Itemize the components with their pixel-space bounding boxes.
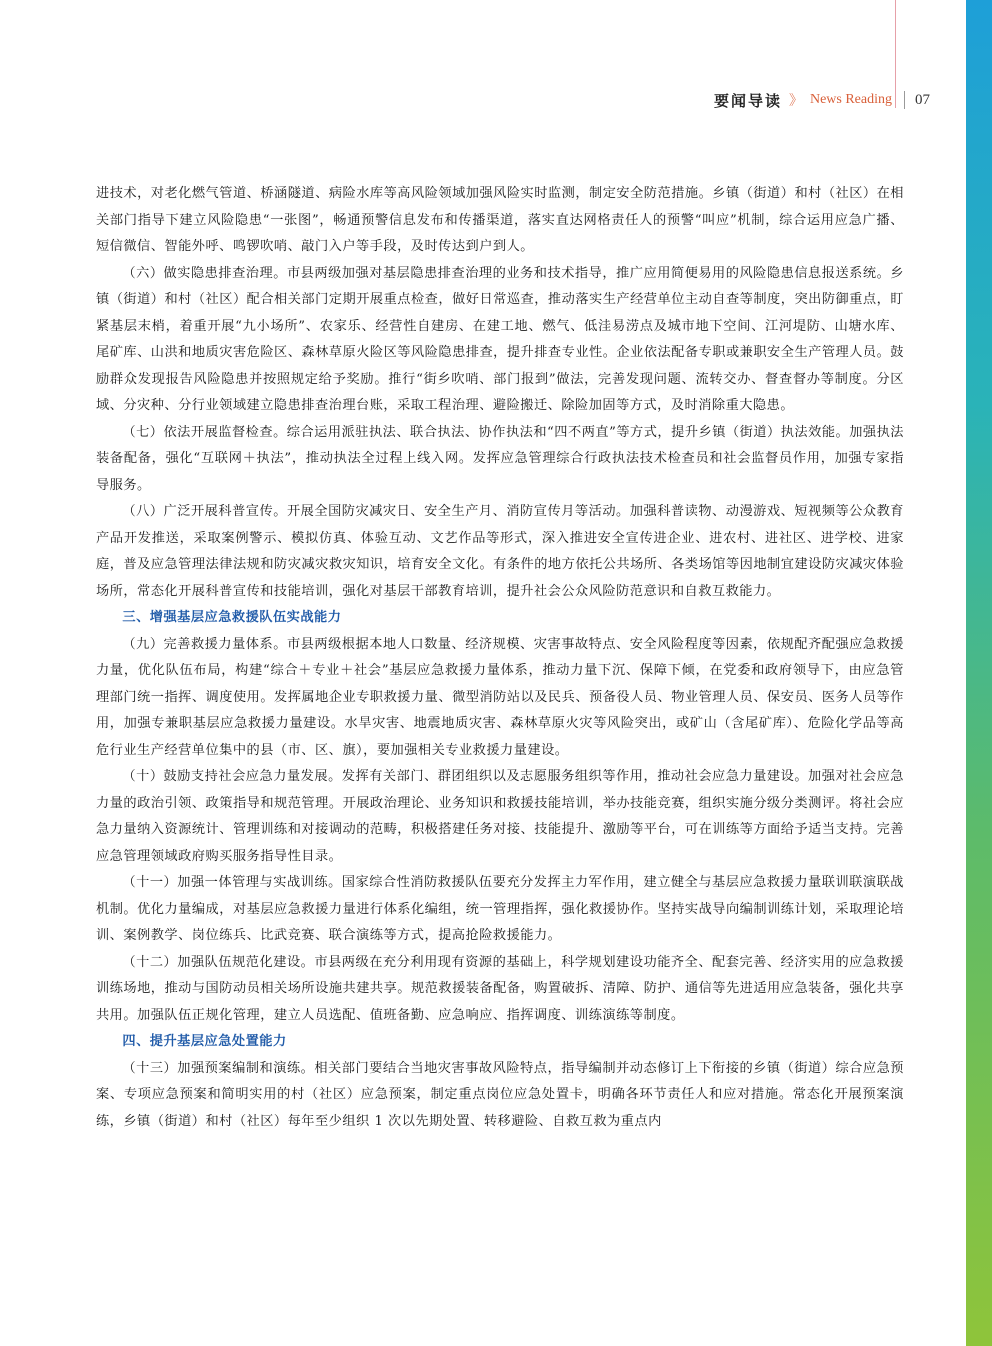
page-number: 07 bbox=[915, 91, 930, 108]
paragraph: （十一）加强一体管理与实战训练。国家综合性消防救援队伍要充分发挥主力军作用，建立健全与基层应急救援力量联训联演联战机制。优化力量编成，对基层应急救援力量进行体系化编组，统一管理指挥，强化救援协作。坚持实战导向编制训练计划，采取理论培训、案例教学、岗位练兵、比武竞赛、联合演练等方式，提高抢险救援能力。 bbox=[96, 875, 904, 943]
page-header bbox=[600, 86, 930, 114]
header-separator bbox=[904, 91, 905, 109]
paragraph: （十三）加强预案编制和演练。相关部门要结合当地灾害事故风险特点，指导编制并动态修订上下衔接的乡镇（街道）综合应急预案、专项应急预案和简明实用的村（社区）应急预案，制定重点岗位应急处置卡，明确各环节责任人和应对措施。常态化开展预案演练，乡镇（街道）和村（社区）每年至少组织 1 次以先期处置、转移避险、自救互救为重点内 bbox=[96, 1060, 904, 1129]
section-title-english: News Reading bbox=[809, 92, 892, 107]
paragraph: （九）完善救援力量体系。市县两级根据本地人口数量、经济规模、灾害事故特点、安全风险程度等因素，依规配齐配强应急救援力量，优化队伍布局，构建“综合＋专业＋社会”基层应急救援力量体系，推动力量下沉、保障下倾，在党委和政府领导下，由应急管理部门统一指挥、调度使用。发挥属地企业专职救援力量、微型消防站以及民兵、预备役人员、物业管理人员、保安员、医务人员等作用，加强专兼职基层应急救援力量建设。水旱灾害、地震地质灾害、森林草原火灾等风险突出，或矿山（含尾矿库）、危险化学品等高危行业生产经营单位集中的县（市、区、旗），要加强相关专业救援力量建设。 bbox=[96, 636, 904, 758]
section-title: 要闻导读 bbox=[713, 91, 782, 110]
section-heading: 四、提升基层应急处置能力 bbox=[122, 1034, 287, 1049]
paragraph: （七）依法开展监督检查。综合运用派驻执法、联合执法、协作执法和“四不两直”等方式，提升乡镇（街道）执法效能。加强执法装备配备，强化“互联网＋执法”，推动执法全过程上线入网。发挥应急管理综合行政执法技术检查员和社会监督员作用，加强专家指导服务。 bbox=[96, 424, 904, 493]
paragraph: （八）广泛开展科普宣传。开展全国防灾减灾日、安全生产月、消防宣传月等活动。加强科普读物、动漫游戏、短视频等公众教育产品开发推送，采取案例警示、模拟仿真、体验互动、文艺作品等形式，深入推进安全宣传进企业、进农村、进社区、进学校、进家庭，普及应急管理法律法规和防灾减灾救灾知识，培育安全文化。有条件的地方依托公共场所、各类场馆等因地制宜建设防灾减灾体验场所，常态化开展科普宣传和技能培训，强化对基层干部教育培训，提升社会公众风险防范意识和自救互救能力。 bbox=[96, 504, 904, 599]
article-body bbox=[96, 181, 904, 1135]
paragraph: （十）鼓励支持社会应急力量发展。发挥有关部门、群团组织以及志愿服务组织等作用，推动社会应急力量建设。加强对社会应急力量的政治引领、政策指导和规范管理。开展政治理论、业务知识和救援技能培训，举办技能竞赛，组织实施分级分类测评。将社会应急力量纳入资源统计、管理训练和对接调动的范畴，积极搭建任务对接、技能提升、激励等平台，可在训练等方面给予适当支持。完善应急管理领域政府购买服务指导性目录。 bbox=[96, 769, 904, 864]
section-heading: 三、增强基层应急救援队伍实战能力 bbox=[122, 610, 342, 625]
paragraph: （十二）加强队伍规范化建设。市县两级在充分利用现有资源的基础上，科学规划建设功能齐全、配套完善、经济实用的应急救援训练场地，推动与国防动员相关场所设施共建共享。规范救援装备配备，购置破拆、清障、防护、通信等先进适用应急装备，强化共享共用。加强队伍正规化管理，建立人员选配、值班备勤、应急响应、指挥调度、训练演练等制度。 bbox=[96, 954, 904, 1023]
paragraph: （六）做实隐患排查治理。市县两级加强对基层隐患排查治理的业务和技术指导，推广应用简便易用的风险隐患信息报送系统。乡镇（街道）和村（社区）配合相关部门定期开展重点检查，做好日常巡查，推动落实生产经营单位主动自查等制度，突出防御重点，盯紧基层末梢，着重开展“九小场所”、农家乐、经营性自建房、在建工地、燃气、低洼易涝点及城市地下空间、江河堤防、山塘水库、尾矿库、山洪和地质灾害危险区、森林草原火险区等风险隐患排查，提升排查专业性。企业依法配备专职或兼职安全生产管理人员。鼓励群众发现报告风险隐患并按照规定给予奖励。推行“街乡吹哨、部门报到”做法，完善发现问题、流转交办、督查督办等制度。分区域、分灾种、分行业领域建立隐患排查治理台账，采取工程治理、避险搬迁、除险加固等方式，及时消除重大隐患。 bbox=[96, 265, 904, 413]
decorative-side-bar bbox=[966, 0, 992, 1346]
paragraph: 进技术，对老化燃气管道、桥涵隧道、病险水库等高风险领域加强风险实时监测，制定安全防范措施。乡镇（街道）和村（社区）在相关部门指导下建立风险隐患“一张图”，畅通预警信息发布和传播渠道，落实直达网格责任人的预警“叫应”机制，综合运用应急广播、短信微信、智能外呼、鸣锣吹哨、敲门入户等手段，及时传达到户到人。 bbox=[96, 186, 904, 254]
double-chevron-icon: 》 bbox=[788, 93, 803, 109]
